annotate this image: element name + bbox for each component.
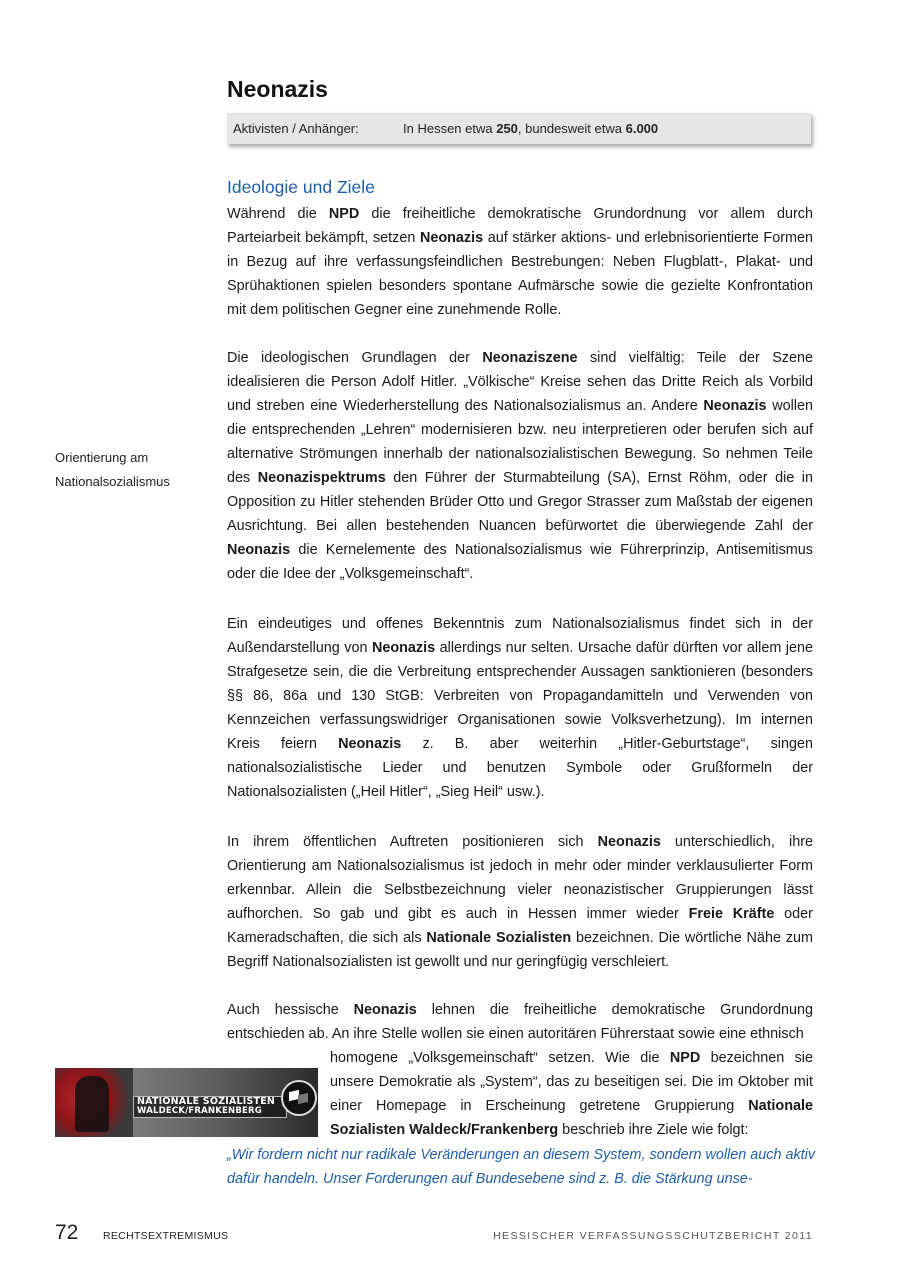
- paragraph-3: [227, 612, 813, 804]
- text-run: sind vielfältig: Teile der Szene idealisieren die Person Adolf Hitler. „Völkische“ Kreise sehen das Dritte Reich als Vorbild und streben eine Wiederherstellung des Nationalsozialismus an. Andere: [227, 350, 813, 414]
- text-run: die freiheitliche demokratische Grundordnung vor allem durch Parteiarbeit bekämpft, setzen: [227, 206, 813, 246]
- text-run: Auch hessische: [227, 1002, 354, 1018]
- text-run: allerdings nur selten. Ursache dafür dürften vor allem jene Strafgesetze sein, die die Verbreitung entsprechender Aussagen sanktionieren (besonders §§ 86, 86a und 130 StGB: Verbreiten von Propagandamitteln und Verwenden von Kennzeichen verfassungswidriger Organisationen sowie Volksverhetzung). Im internen Kreis feiern: [227, 640, 813, 752]
- paragraph-5-top: [227, 998, 813, 1046]
- banner-line-2: WALDECK/FRANKENBERG: [137, 1106, 262, 1116]
- bold-term: Neonazis: [338, 736, 402, 752]
- text-run: bezeichnen. Die wörtliche Nähe zum Begriff Nationalsozialisten ist gewollt und nur geringfügig verschleiert.: [227, 930, 813, 970]
- text-run: beschrieb ihre Ziele wie folgt:: [558, 1122, 749, 1138]
- paragraph-2: [227, 346, 813, 586]
- section-heading: Ideologie und Ziele: [227, 177, 375, 197]
- bold-term: Freie Kräfte: [688, 906, 775, 922]
- antifa-flag-logo-icon: [281, 1080, 317, 1116]
- stats-middle: , bundesweit etwa: [517, 121, 626, 136]
- paragraph-1: [227, 202, 813, 322]
- stats-value: [403, 113, 658, 144]
- margin-note: [55, 446, 205, 494]
- text-run: unterschiedlich, ihre Orientierung am Nationalsozialismus ist jedoch in mehr oder minder verklausulierter Form erkennbar. Allein die Selbstbezeichnung vieler neonazistischer Gruppierungen lässt aufhorchen. So gab und gibt es auch in Hessen immer wieder: [227, 834, 814, 922]
- bold-term: Nationale Sozialisten: [426, 930, 572, 946]
- stats-box: [227, 113, 811, 144]
- bold-term: Neonazis: [597, 834, 661, 850]
- bold-term: Neonazis: [371, 640, 436, 656]
- text-run: homogene „Volksgemeinschaft“ setzen. Wie die: [330, 1050, 670, 1066]
- bold-term: Neonaziszene: [482, 350, 578, 366]
- bold-term: Neonazis: [419, 230, 484, 246]
- bold-term: Neonazis: [227, 542, 291, 558]
- page-number: 72: [55, 1221, 79, 1244]
- text-run: die Kernelemente des Nationalsozialismus wie Führerprinzip, Antisemitismus oder die Idee der „Volksgemeinschaft“.: [227, 542, 813, 582]
- stats-prefix: In Hessen etwa: [403, 121, 497, 136]
- stats-hessen-count: 250: [496, 121, 518, 136]
- bold-term: NPD: [669, 1050, 701, 1066]
- text-run: den Führer der Sturmabteilung (SA), Ernst Röhm, oder die in Opposition zu Hitler stehenden Brüder Otto und Gregor Strasser zum Maßstab der eigenen Ausrichtung. Bei allen bestehenden Nuancen befürwortet die überwiegende Zahl der: [227, 470, 814, 534]
- text-run: Während die: [227, 206, 329, 222]
- text-run: In ihrem öffentlichen Auftreten positionieren sich: [227, 834, 598, 850]
- stats-label: Aktivisten / Anhänger:: [233, 121, 359, 136]
- stats-bund-count: 6.000: [625, 121, 659, 136]
- bold-term: Nationale Sozialisten Waldeck/Frankenberg: [330, 1098, 813, 1138]
- bold-term: Neonazis: [353, 1002, 417, 1018]
- text-run: oder Kameradschaften, die sich als: [227, 906, 813, 946]
- text-run: Die ideologischen Grundlagen der: [227, 350, 483, 366]
- footer-publication-title: HESSISCHER VERFASSUNGSSCHUTZBERICHT 2011: [493, 1230, 813, 1242]
- flag-shape: [298, 1093, 308, 1104]
- text-run: bezeichnen sie unsere Demokratie als „System“, das zu beseitigen sei. Die im Oktober mit einer Homepage in Erscheinung getretene Gruppierung: [330, 1050, 813, 1114]
- margin-note-line: Nationalsozialismus: [55, 474, 170, 489]
- margin-note-line: Orientierung am: [55, 450, 149, 465]
- group-banner-image: [55, 1068, 318, 1137]
- banner-line-1: NATIONALE SOZIALISTEN: [137, 1096, 276, 1107]
- footer-section-name: RECHTSEXTREMISMUS: [103, 1230, 229, 1242]
- text-run: lehnen die freiheitliche demokratische Grundordnung entschieden ab. An ihre Stelle wollen sie einen autoritären Führerstaat sowie eine ethnisch: [227, 1002, 813, 1042]
- page-title: Neonazis: [227, 76, 328, 102]
- bold-term: NPD: [328, 206, 360, 222]
- paragraph-4: [227, 830, 813, 974]
- text-run: wollen die entsprechenden „Lehren“ modernisieren bzw. neu interpretieren oder berufen sich auf alternative Strömungen innerhalb der nationalsozialistischen Bewegung. So nehmen Teile des: [227, 398, 814, 486]
- text-run: auf stärker aktions- und erlebnisorientierte Formen in Bezug auf ihre verfassungsfeindlichen Bestrebungen: Neben Flugblatt-, Plakat- und Sprühaktionen spielen besonders spontane Aufmärsche sowie die gezielte Konfrontation mit dem politischen Gegner eine zunehmende Rolle.: [227, 230, 813, 318]
- quote-text: „Wir fordern nicht nur radikale Veränderungen an diesem System, sondern wollen auch aktiv dafür handeln. Unser Forderungen auf Bundesebene sind z. B. die Stärkung unse-: [227, 1147, 816, 1187]
- text-run: Ein eindeutiges und offenes Bekenntnis zum Nationalsozialismus findet sich in der Außendarstellung von: [227, 616, 813, 656]
- hooded-figure-icon: [75, 1076, 109, 1132]
- text-run: z. B. aber weiterhin „Hitler-Geburtstage“, singen nationalsozialistische Lieder und benutzen Symbole oder Grußformeln der Nationalsozialisten („Heil Hitler“, „Sieg Heil“ usw.).: [227, 736, 814, 800]
- bold-term: Neonazispektrums: [257, 470, 386, 486]
- bold-term: Neonazis: [703, 398, 767, 414]
- paragraph-5-wrapped: [330, 1046, 813, 1142]
